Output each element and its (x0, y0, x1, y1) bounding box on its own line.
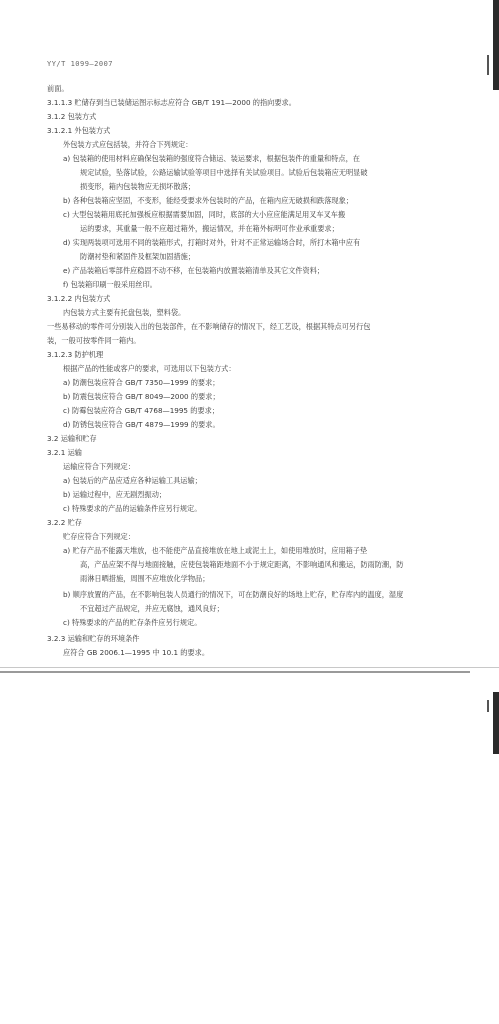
text-line: a) 包装箱的使用材料应确保包装箱的强度符合储运、装运要求，根据包装件的重量和特点，在 (63, 154, 360, 163)
text-line: c) 特殊要求的产品的贮存条件应另行规定。 (63, 618, 202, 627)
text-line: 不宜超过产品规定，并应无腐蚀，通风良好； (80, 604, 224, 613)
text-line: b) 防震包装应符合 GB/T 8049—2000 的要求； (63, 392, 220, 401)
text-line: 高，产品应架不得与地面接触，应使包装箱距地面不小于规定距离，不影响通风和搬运，防雨防潮，防 (80, 560, 404, 569)
text-line: 3.1.2 包装方式 (47, 112, 97, 121)
text-line: d) 实现两装项可选用不同的装箱形式，打箱时对外，针对不正常运输场合时，所打木箱中应有 (63, 238, 361, 247)
text-line: b) 运输过程中，应无剧烈振动； (63, 490, 167, 499)
text-line: a) 防潮包装应符合 GB/T 7350—1999 的要求； (63, 378, 220, 387)
text-line: 3.1.2.2 内包装方式 (47, 294, 111, 303)
text-line: d) 防锈包装应符合 GB/T 4879—1999 的要求。 (63, 420, 220, 429)
text-line: 外包装方式应包括装，并符合下列规定： (63, 140, 193, 149)
text-line: a) 包装后的产品应适应各种运输工具运输； (63, 476, 202, 485)
scan-edge-mark (493, 0, 499, 90)
text-line: 一些易移动的零件可分别装入出的包装部件，在不影响储存的情况下，经工艺设，根据其特点可另行包 (47, 322, 371, 331)
text-line: 3.2.3 运输和贮存的环境条件 (47, 634, 140, 643)
scan-edge-mark (493, 692, 499, 754)
text-line: 雨淋日晒措施，周围不应堆放化学物品； (80, 574, 210, 583)
text-line: f) 包装箱印刷一般采用丝印。 (63, 280, 157, 289)
standard-number: YY/T 1099—2007 (47, 60, 114, 68)
scan-edge-tick (487, 55, 489, 75)
text-line: a) 贮存产品不能露天堆放，也不能使产品直接堆放在地上或泥土上，如使用堆放时，应用箱子垫 (63, 546, 368, 555)
text-line: e) 产品装箱后零部件应稳固不动不移，在包装箱内放置装箱清单及其它文件资料； (63, 266, 325, 275)
text-line: 规定试验，坠落试验，公路运输试验等项目中选择有关试验项目。试验后包装箱应无明显破 (80, 168, 368, 177)
text-line: 3.2.2 贮存 (47, 518, 82, 527)
text-line: 根据产品的性能或客户的要求，可选用以下包装方式： (63, 364, 236, 373)
page-divider (0, 667, 499, 668)
scan-edge-tick (487, 700, 489, 712)
text-line: b) 各种包装箱应坚固，不变形，能经受要求外包装时的产品，在箱内应无破损和跌落现象； (63, 196, 353, 205)
text-line: c) 大型包装箱用底托加强板应根据需要加固，同时，底部的大小应应能满足用叉车叉车搬 (63, 210, 346, 219)
text-line: 3.1.2.1 外包装方式 (47, 126, 111, 135)
text-line: 防潮衬垫和紧固件及框架加固措施； (80, 252, 196, 261)
page-divider-bold (0, 671, 470, 673)
text-line: 运的要求，其重量一般不应超过箱外，搬运情况，并在箱外标明可作业承重要求； (80, 224, 339, 233)
text-line: 贮存应符合下列规定： (63, 532, 135, 541)
text-line: 3.1.2.3 防护机理 (47, 350, 104, 359)
text-line: c) 防霉包装应符合 GB/T 4768—1995 的要求； (63, 406, 220, 415)
text-line: 3.2.1 运输 (47, 448, 82, 457)
text-line: 3.2 运输和贮存 (47, 434, 97, 443)
text-line: 内包装方式主要有托盘包装，塑料袋。 (63, 308, 186, 317)
text-line: 前面。 (47, 84, 69, 93)
text-line: c) 特殊要求的产品的运输条件应另行规定。 (63, 504, 202, 513)
text-line: 装，一般可按零件同一箱内。 (47, 336, 141, 345)
text-line: 应符合 GB 2006.1—1995 中 10.1 的要求。 (63, 648, 210, 657)
text-line: 运输应符合下列规定： (63, 462, 135, 471)
text-line: b) 顺序放置的产品，在不影响包装人员通行的情况下，可在防潮良好的场地上贮存，贮存库内的温度，湿度 (63, 590, 404, 599)
text-line: 损变形，箱内包装物应无损坏散落； (80, 182, 196, 191)
text-line: 3.1.1.3 贮储存到当已装储运图示标志应符合 GB/T 191—2000 的指向要求。 (47, 98, 296, 107)
